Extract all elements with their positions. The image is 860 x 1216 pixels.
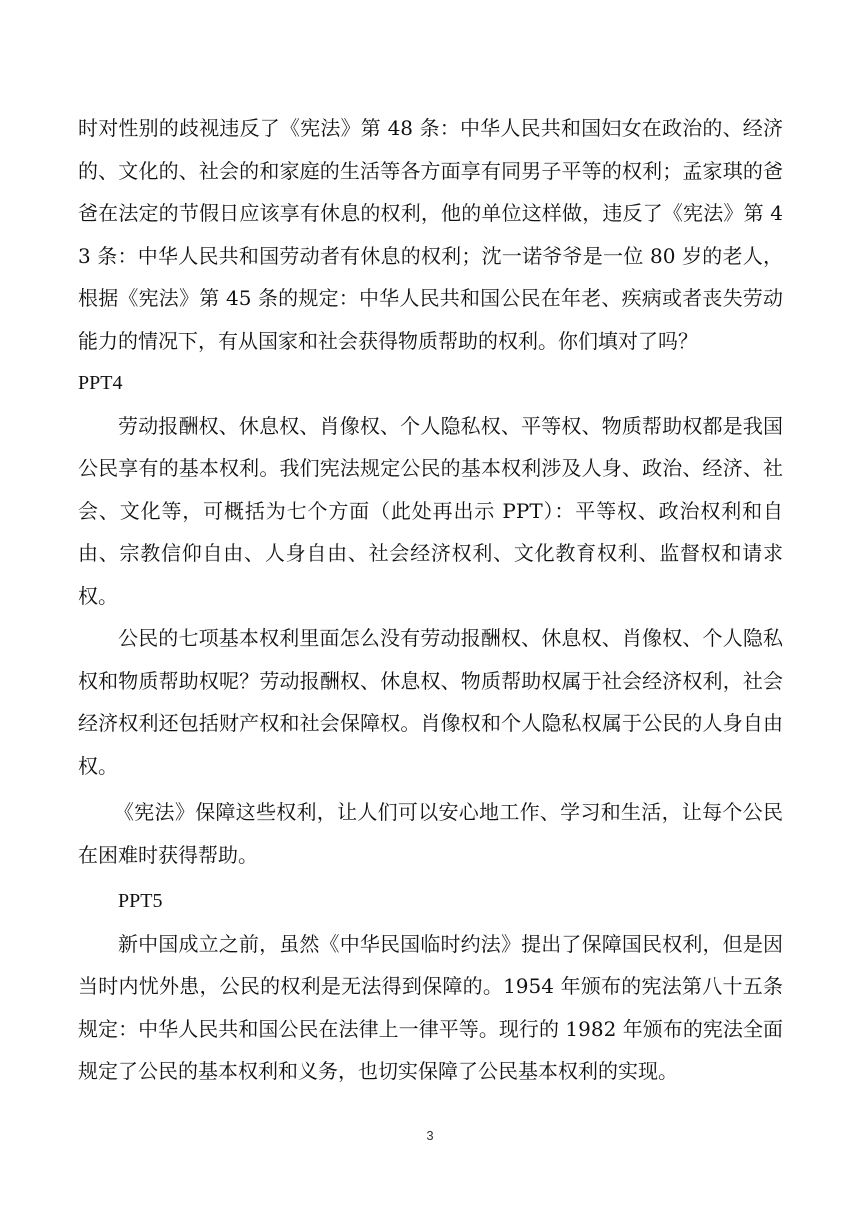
heading-ppt4: PPT4	[78, 372, 123, 394]
paragraph-constitution-articles: 时对性别的歧视违反了《宪法》第 48 条：中华人民共和国妇女在政治的、经济的、文化的、社会的和家庭的生活等各方面享有同男子平等的权利；孟家琪的爸爸在法定的节假日应该享有休息的权利，他的单位这样做，违反了《宪法》第 43 条：中华人民共和国劳动者有休息的权利；沈一诺爷爷是一位 80 岁的老人，根据《宪法》第 45 条的规定：中华人民共和国公民在年老、疾病或者丧失劳动能力的情况下，有从国家和社会获得物质帮助的权利。你们填对了吗？	[78, 116, 783, 353]
paragraph-constitution-protects: 《宪法》保障这些权利，让人们可以安心地工作、学习和生活，让每个公民在困难时获得帮助。	[78, 800, 783, 867]
heading-ppt5: PPT5	[118, 890, 163, 912]
page-number: 3	[426, 1128, 434, 1143]
document-body	[78, 107, 783, 1093]
paragraph-basic-rights: 劳动报酬权、休息权、肖像权、个人隐私权、平等权、物质帮助权都是我国公民享有的基本权利。我们宪法规定公民的基本权利涉及人身、政治、经济、社会、文化等，可概括为七个方面（此处再出示 PPT）：平等权、政治权利和自由、宗教信仰自由、人身自由、社会经济权利、文化教育权利、监督权和请求权。	[78, 413, 783, 608]
paragraph-seven-rights-question: 公民的七项基本权利里面怎么没有劳动报酬权、休息权、肖像权、个人隐私权和物质帮助权呢？劳动报酬权、休息权、物质帮助权属于社会经济权利，社会经济权利还包括财产权和社会保障权。肖像权和个人隐私权属于公民的人身自由权。	[78, 626, 783, 778]
paragraph-history-of-rights: 新中国成立之前，虽然《中华民国临时约法》提出了保障国民权利，但是因当时内忧外患，公民的权利是无法得到保障的。1954 年颁布的宪法第八十五条规定：中华人民共和国公民在法律上一律平等。现行的 1982 年颁布的宪法全面规定了公民的基本权利和义务，也切实保障了公民基本权利的实现。	[78, 931, 783, 1083]
